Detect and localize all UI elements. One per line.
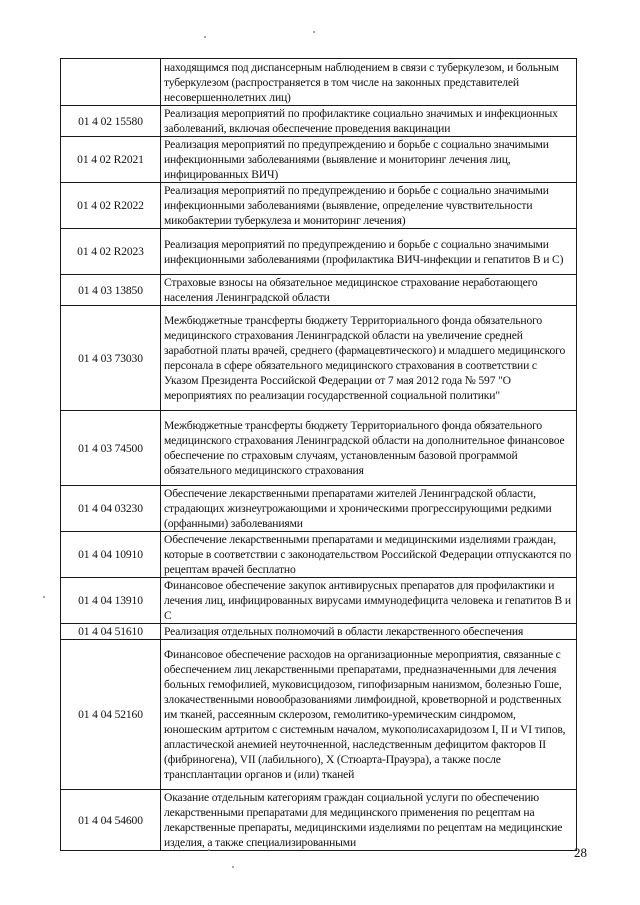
description-cell: Реализация отдельных полномочий в области лекарственного обеспечения: [161, 624, 577, 640]
budget-classification-table: [60, 58, 577, 851]
description-cell: Межбюджетные трансферты бюджету Территориального фонда обязательного медицинского страхования Ленинградской области на увеличение средней заработной платы врачей, среднего (фармацевтического) и младшего медицинского персонала в сфере обязательного медицинского страхования в соответствии с Указом Президента Российской Федерации от 7 мая 2012 года № 597 "О мероприятиях по реализации государственной социальной политики": [161, 306, 577, 411]
code-cell: 01 4 04 13910: [61, 578, 161, 624]
code-cell: 01 4 03 13850: [61, 275, 161, 306]
table-row: [61, 306, 577, 411]
description-cell: Финансовое обеспечение закупок антивирусных препаратов для профилактики и лечения лиц, инфицированных вирусами иммунодефицита человека и гепатитов В и С: [161, 578, 577, 624]
table-row: [61, 578, 577, 624]
code-cell: 01 4 03 73030: [61, 306, 161, 411]
table-row: [61, 183, 577, 229]
code-cell: 01 4 04 10910: [61, 532, 161, 578]
description-cell: Реализация мероприятий по предупреждению и борьбе с социально значимыми инфекционными заболеваниями (выявление, определение чувствительности микобактерии туберкулеза и мониторинг лечения): [161, 183, 577, 229]
table-row: [61, 229, 577, 275]
code-cell: 01 4 04 52160: [61, 640, 161, 790]
scan-speck: [313, 31, 315, 33]
table-row: [61, 275, 577, 306]
code-cell: 01 4 04 54600: [61, 790, 161, 851]
table-row: [61, 790, 577, 851]
table-row: [61, 624, 577, 640]
table-row: [61, 411, 577, 486]
table-row: [61, 486, 577, 532]
scan-speck: [43, 596, 45, 598]
description-cell: Реализация мероприятий по профилактике социально значимых и инфекционных заболеваний, включая обеспечение проведения вакцинации: [161, 106, 577, 137]
table-row: [61, 640, 577, 790]
description-cell: Обеспечение лекарственными препаратами жителей Ленинградской области, страдающих жизнеугрожающими и хроническими прогрессирующими редкими (орфанными) заболеваниями: [161, 486, 577, 532]
table-row: [61, 532, 577, 578]
description-cell: Обеспечение лекарственными препаратами и медицинскими изделиями граждан, которые в соответствии с законодательством Российской Федерации отпускаются по рецептам врачей бесплатно: [161, 532, 577, 578]
code-cell: 01 4 02 R2021: [61, 137, 161, 183]
table-row: [61, 137, 577, 183]
code-cell: 01 4 04 51610: [61, 624, 161, 640]
description-cell: Оказание отдельным категориям граждан социальной услуги по обеспечению лекарственными препаратами для медицинского применения по рецептам на лекарственные препараты, медицинскими изделиями по рецептам на медицинские изделия, а также специализированными: [161, 790, 577, 851]
description-cell: Финансовое обеспечение расходов на организационные мероприятия, связанные с обеспечением лиц лекарственными препаратами, предназначенными для лечения больных гемофилией, муковисцидозом, гипофизарным нанизмом, болезнью Гоше, злокачественными новообразованиями лимфоидной, кроветворной и родственных им тканей, рассеянным склерозом, гемолитико-уремическим синдромом, юношеским артритом с системным началом, мукополисахаридозом I, II и VI типов, апластической анемией неуточненной, наследственным дефицитом факторов II (фибриногена), VII (лабильного), X (Стюарта-Прауэра), а также после трансплантации органов и (или) тканей: [161, 640, 577, 790]
code-cell: 01 4 02 R2023: [61, 229, 161, 275]
code-cell: [61, 59, 161, 106]
description-cell: Межбюджетные трансферты бюджету Территориального фонда обязательного медицинского страхования Ленинградской области на дополнительное финансовое обеспечение по страховым случаям, установленным базовой программой обязательного медицинского страхования: [161, 411, 577, 486]
code-cell: 01 4 02 R2022: [61, 183, 161, 229]
table-row: [61, 106, 577, 137]
code-cell: 01 4 04 03230: [61, 486, 161, 532]
description-cell: Реализация мероприятий по предупреждению и борьбе с социально значимыми инфекционными заболеваниями (профилактика ВИЧ-инфекции и гепатитов В и С): [161, 229, 577, 275]
page-number: 28: [574, 845, 587, 860]
description-cell: Реализация мероприятий по предупреждению и борьбе с социально значимыми инфекционными заболеваниями (выявление и мониторинг лечения лиц, инфицированных ВИЧ): [161, 137, 577, 183]
description-cell: Страховые взносы на обязательное медицинское страхование неработающего населения Ленинградской области: [161, 275, 577, 306]
table-row: [61, 59, 577, 106]
scan-speck: [232, 866, 234, 868]
scan-speck: [208, 849, 210, 851]
code-cell: 01 4 02 15580: [61, 106, 161, 137]
description-cell: находящимся под диспансерным наблюдением в связи с туберкулезом, и больным туберкулезом (распространяется в том числе на законных представителей несовершеннолетних лиц): [161, 59, 577, 106]
scan-speck: [204, 36, 206, 38]
code-cell: 01 4 03 74500: [61, 411, 161, 486]
